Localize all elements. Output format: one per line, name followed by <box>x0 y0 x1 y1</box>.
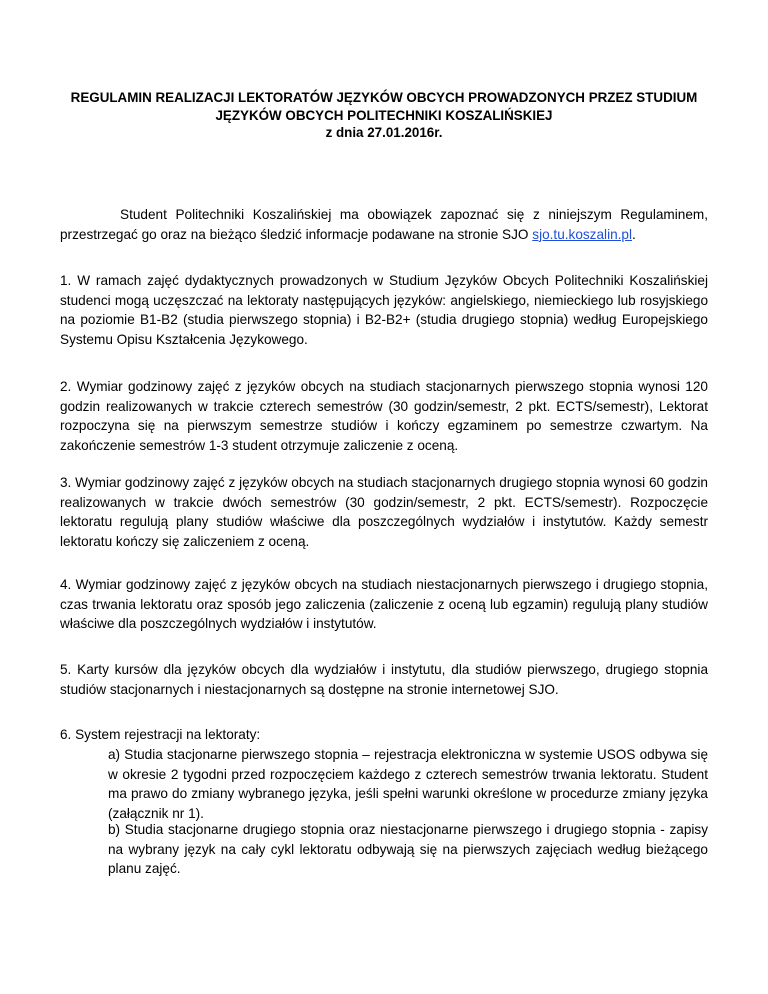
subpoint-a: a) Studia stacjonarne pierwszego stopnia – rejestracja elektroniczna w systemie USOS odbywa się w okresie 2 tygodni przed rozpoczęciem każdego z czterech semestrów trwania lektoratu. Student ma prawo do zmiany wybranego języka, jeśli spełni warunki określone w procedurze zmiany języka (załącznik nr 1). <box>108 747 708 821</box>
point-2: 2. Wymiar godzinowy zajęć z języków obcych na studiach stacjonarnych pierwszego stopnia wynosi 120 godzin realizowanych w trakcie czterech semestrów (30 godzin/semestr, 2 pkt. ECTS/semestr), Lektorat rozpoczyna się na pierwszym semestrze studiów i kończy egzaminem po semestrze czwartym. Na zakończenie semestrów 1-3 student otrzymuje zaliczenie z oceną. <box>60 379 708 453</box>
intro-period: . <box>632 226 636 242</box>
point-3: 3. Wymiar godzinowy zajęć z języków obcych na studiach stacjonarnych drugiego stopnia wynosi 60 godzin realizowanych w trakcie dwóch semestrów (30 godzin/semestr, 2 pkt. ECTS/semestr). Rozpoczęcie lektoratu regulują plany studiów właściwe dla poszczególnych wydziałów i instytutów. Każdy semestr lektoratu kończy się zaliczeniem z oceną. <box>60 475 708 549</box>
title-line-2: JĘZYKÓW OBCYCH POLITECHNIKI KOSZALIŃSKIEJ <box>215 107 553 123</box>
sjo-website-link[interactable]: sjo.tu.koszalin.pl <box>532 226 633 242</box>
document-title <box>60 89 708 142</box>
intro-paragraph <box>60 205 708 244</box>
point-1: 1. W ramach zajęć dydaktycznych prowadzonych w Studium Języków Obcych Politechniki Koszalińskiej studenci mogą uczęszczać na lektoraty następujących języków: angielskiego, niemieckiego lub rosyjskiego na poziomie B1-B2 (studia pierwszego stopnia) i B2-B2+ (studia drugiego stopnia) według Europejskiego Systemu Opisu Kształcenia Językowego. <box>60 273 708 347</box>
title-date: z dnia 27.01.2016r. <box>325 125 443 140</box>
title-line-1: REGULAMIN REALIZACJI LEKTORATÓW JĘZYKÓW OBCYCH PROWADZONYCH PRZEZ STUDIUM <box>70 90 698 105</box>
subpoint-b: b) Studia stacjonarne drugiego stopnia oraz niestacjonarne pierwszego i drugiego stopnia - zapisy na wybrany język na cały cykl lektoratu odbywają się na pierwszych zajęciach według bieżącego planu zajęć. <box>108 822 708 877</box>
point-5: 5. Karty kursów dla języków obcych dla wydziałów i instytutu, dla studiów pierwszego, drugiego stopnia studiów stacjonarnych i niestacjonarnych są dostępne na stronie internetowej SJO. <box>60 662 708 697</box>
point-6: 6. System rejestracji na lektoraty: <box>60 727 261 742</box>
intro-text: Student Politechniki Koszalińskiej ma obowiązek zapoznać się z niniejszym Regulaminem, przestrzegać go oraz na bieżąco śledzić informacje podawane na stronie SJO <box>60 207 708 242</box>
point-4: 4. Wymiar godzinowy zajęć z języków obcych na studiach niestacjonarnych pierwszego i drugiego stopnia, czas trwania lektoratu oraz sposób jego zaliczenia (zaliczenie z oceną lub egzamin) regulują plany studiów właściwe dla poszczególnych wydziałów i instytutów. <box>60 577 708 632</box>
